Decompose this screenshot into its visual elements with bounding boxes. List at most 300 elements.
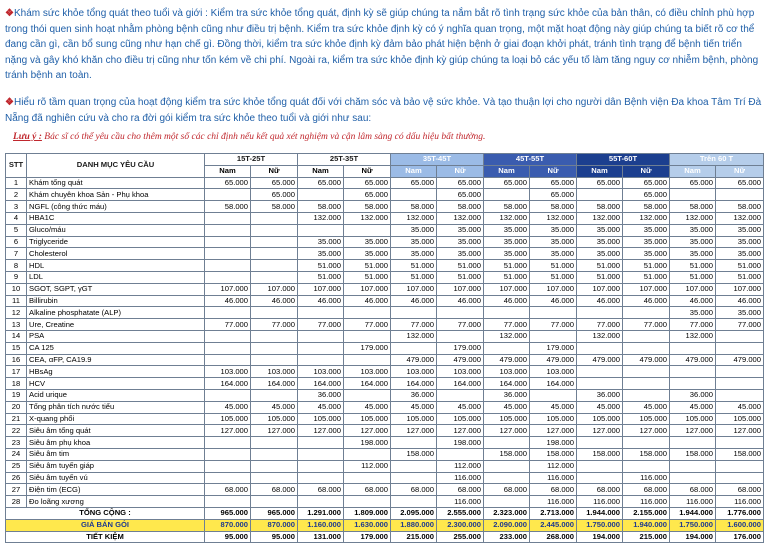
price-cell bbox=[716, 389, 764, 401]
price-cell: 35.000 bbox=[670, 224, 716, 236]
row-service-name: Acid urique bbox=[27, 389, 205, 401]
price-cell bbox=[251, 472, 298, 484]
price-cell: 51.000 bbox=[484, 260, 530, 272]
price-cell bbox=[391, 307, 437, 319]
row-stt: 9 bbox=[6, 271, 27, 283]
total-row-label: TỔNG CỘNG : bbox=[6, 507, 205, 519]
price-cell bbox=[437, 448, 484, 460]
package-price-row-cell: 1.630.000 bbox=[344, 519, 391, 531]
row-service-name: Siêu âm tim bbox=[27, 448, 205, 460]
price-cell: 51.000 bbox=[344, 260, 391, 272]
table-row bbox=[6, 260, 764, 272]
price-cell: 105.000 bbox=[437, 413, 484, 425]
price-cell: 35.000 bbox=[391, 236, 437, 248]
price-cell: 132.000 bbox=[530, 212, 577, 224]
package-price-row-cell: 2.445.000 bbox=[530, 519, 577, 531]
price-cell bbox=[623, 460, 670, 472]
price-cell: 45.000 bbox=[623, 401, 670, 413]
price-cell bbox=[205, 437, 251, 449]
price-cell bbox=[577, 342, 623, 354]
male-subheader: Nam bbox=[298, 165, 344, 177]
price-cell: 58.000 bbox=[716, 201, 764, 213]
price-cell bbox=[251, 307, 298, 319]
female-subheader: Nữ bbox=[716, 165, 764, 177]
price-cell bbox=[391, 472, 437, 484]
price-cell bbox=[251, 496, 298, 508]
price-cell: 132.000 bbox=[670, 330, 716, 342]
row-service-name: HBA1C bbox=[27, 212, 205, 224]
price-cell bbox=[298, 224, 344, 236]
female-subheader: Nữ bbox=[251, 165, 298, 177]
price-cell: 132.000 bbox=[391, 330, 437, 342]
price-cell: 103.000 bbox=[530, 366, 577, 378]
price-cell: 103.000 bbox=[484, 366, 530, 378]
price-cell: 45.000 bbox=[484, 401, 530, 413]
price-cell: 77.000 bbox=[484, 319, 530, 331]
table-row bbox=[6, 248, 764, 260]
price-cell: 51.000 bbox=[530, 271, 577, 283]
price-cell: 51.000 bbox=[437, 260, 484, 272]
package-price-row-cell: 870.000 bbox=[251, 519, 298, 531]
age-group-header-35-45: 35T-45T bbox=[391, 154, 484, 166]
price-cell: 35.000 bbox=[670, 236, 716, 248]
price-cell: 51.000 bbox=[391, 260, 437, 272]
price-cell bbox=[298, 448, 344, 460]
row-stt: 23 bbox=[6, 437, 27, 449]
price-cell bbox=[298, 189, 344, 201]
price-cell: 35.000 bbox=[298, 248, 344, 260]
price-cell: 77.000 bbox=[437, 319, 484, 331]
price-cell: 65.000 bbox=[344, 177, 391, 189]
price-cell: 35.000 bbox=[437, 248, 484, 260]
price-cell bbox=[484, 437, 530, 449]
price-cell: 103.000 bbox=[298, 366, 344, 378]
price-cell: 35.000 bbox=[716, 248, 764, 260]
price-cell: 116.000 bbox=[670, 496, 716, 508]
price-cell: 116.000 bbox=[530, 472, 577, 484]
price-cell: 51.000 bbox=[670, 271, 716, 283]
row-stt: 7 bbox=[6, 248, 27, 260]
price-cell: 107.000 bbox=[205, 283, 251, 295]
table-row bbox=[6, 236, 764, 248]
price-cell bbox=[298, 354, 344, 366]
row-service-name: HBsAg bbox=[27, 366, 205, 378]
price-cell: 116.000 bbox=[716, 496, 764, 508]
price-cell: 479.000 bbox=[437, 354, 484, 366]
row-stt: 21 bbox=[6, 413, 27, 425]
table-row bbox=[6, 484, 764, 496]
price-cell: 479.000 bbox=[577, 354, 623, 366]
saving-row-label: TIẾT KIỆM bbox=[6, 531, 205, 543]
price-cell bbox=[205, 212, 251, 224]
saving-row-cell: 176.000 bbox=[716, 531, 764, 543]
package-price-table bbox=[5, 153, 764, 543]
price-cell: 103.000 bbox=[205, 366, 251, 378]
row-service-name: Điện tim (ECG) bbox=[27, 484, 205, 496]
price-cell: 51.000 bbox=[344, 271, 391, 283]
row-service-name: Siêu âm tuyến giáp bbox=[27, 460, 205, 472]
table-row bbox=[6, 319, 764, 331]
price-cell: 105.000 bbox=[205, 413, 251, 425]
price-cell: 58.000 bbox=[623, 201, 670, 213]
service-name-header: DANH MỤC YÊU CẦU bbox=[27, 154, 205, 178]
price-cell: 46.000 bbox=[484, 295, 530, 307]
price-cell: 35.000 bbox=[344, 248, 391, 260]
price-cell: 35.000 bbox=[484, 224, 530, 236]
price-cell bbox=[344, 472, 391, 484]
price-cell: 105.000 bbox=[716, 413, 764, 425]
price-cell bbox=[577, 378, 623, 390]
price-cell bbox=[437, 330, 484, 342]
price-cell bbox=[251, 437, 298, 449]
price-cell bbox=[437, 389, 484, 401]
row-stt: 4 bbox=[6, 212, 27, 224]
price-cell bbox=[251, 342, 298, 354]
row-service-name: HCV bbox=[27, 378, 205, 390]
price-cell: 65.000 bbox=[577, 177, 623, 189]
price-cell bbox=[251, 460, 298, 472]
row-stt: 16 bbox=[6, 354, 27, 366]
price-cell: 51.000 bbox=[716, 271, 764, 283]
price-cell bbox=[484, 307, 530, 319]
row-stt: 20 bbox=[6, 401, 27, 413]
price-cell: 103.000 bbox=[344, 366, 391, 378]
price-cell: 116.000 bbox=[623, 472, 670, 484]
price-cell bbox=[484, 189, 530, 201]
price-cell: 164.000 bbox=[205, 378, 251, 390]
note-text: Bác sĩ có thể yêu cầu cho thêm một số các chỉ định nếu kết quả xét nghiệm và cận lâm sàng có dấu hiệu bất thường. bbox=[41, 132, 486, 142]
price-cell: 46.000 bbox=[298, 295, 344, 307]
price-cell: 51.000 bbox=[716, 260, 764, 272]
male-subheader: Nam bbox=[484, 165, 530, 177]
saving-row-cell: 131.000 bbox=[298, 531, 344, 543]
price-cell: 65.000 bbox=[391, 177, 437, 189]
price-cell: 158.000 bbox=[391, 448, 437, 460]
price-cell: 105.000 bbox=[670, 413, 716, 425]
price-cell: 107.000 bbox=[251, 283, 298, 295]
diamond-bullet-icon: ❖ bbox=[5, 97, 14, 108]
price-cell: 112.000 bbox=[437, 460, 484, 472]
price-cell bbox=[716, 378, 764, 390]
row-stt: 22 bbox=[6, 425, 27, 437]
age-group-header-55-60: 55T-60T bbox=[577, 154, 670, 166]
price-cell bbox=[716, 437, 764, 449]
package-price-row-label: GIÁ BÁN GÓI bbox=[6, 519, 205, 531]
price-cell: 35.000 bbox=[716, 236, 764, 248]
row-stt: 24 bbox=[6, 448, 27, 460]
row-service-name: Đo loãng xương bbox=[27, 496, 205, 508]
price-cell bbox=[484, 460, 530, 472]
intro-paragraph-1 bbox=[5, 6, 763, 84]
price-cell: 127.000 bbox=[530, 425, 577, 437]
female-subheader: Nữ bbox=[344, 165, 391, 177]
row-stt: 12 bbox=[6, 307, 27, 319]
price-cell bbox=[670, 189, 716, 201]
price-cell: 58.000 bbox=[670, 201, 716, 213]
row-stt: 2 bbox=[6, 189, 27, 201]
price-cell: 35.000 bbox=[577, 236, 623, 248]
price-cell: 198.000 bbox=[344, 437, 391, 449]
total-row-cell: 2.713.000 bbox=[530, 507, 577, 519]
price-cell: 77.000 bbox=[344, 319, 391, 331]
price-cell: 479.000 bbox=[670, 354, 716, 366]
price-cell: 112.000 bbox=[344, 460, 391, 472]
row-stt: 26 bbox=[6, 472, 27, 484]
table-row bbox=[6, 224, 764, 236]
price-cell: 35.000 bbox=[623, 236, 670, 248]
price-cell: 35.000 bbox=[530, 248, 577, 260]
table-row bbox=[6, 354, 764, 366]
price-cell bbox=[205, 389, 251, 401]
package-price-row-cell: 2.090.000 bbox=[484, 519, 530, 531]
price-cell: 51.000 bbox=[577, 260, 623, 272]
row-service-name: Khám chuyên khoa Sản - Phụ khoa bbox=[27, 189, 205, 201]
price-cell: 127.000 bbox=[484, 425, 530, 437]
price-cell bbox=[344, 330, 391, 342]
price-cell: 68.000 bbox=[716, 484, 764, 496]
price-cell bbox=[344, 307, 391, 319]
intro-p1-label: Khám sức khỏe tổng quát theo tuổi và giới : bbox=[13, 8, 208, 19]
row-stt: 6 bbox=[6, 236, 27, 248]
price-cell: 65.000 bbox=[298, 177, 344, 189]
price-cell: 164.000 bbox=[391, 378, 437, 390]
price-cell: 77.000 bbox=[298, 319, 344, 331]
price-cell: 68.000 bbox=[298, 484, 344, 496]
price-cell bbox=[205, 342, 251, 354]
price-cell: 479.000 bbox=[530, 354, 577, 366]
price-cell: 105.000 bbox=[484, 413, 530, 425]
price-cell: 105.000 bbox=[530, 413, 577, 425]
price-cell: 164.000 bbox=[344, 378, 391, 390]
price-cell: 58.000 bbox=[437, 201, 484, 213]
price-cell: 65.000 bbox=[530, 177, 577, 189]
price-cell bbox=[298, 437, 344, 449]
saving-row-cell: 194.000 bbox=[577, 531, 623, 543]
price-cell: 68.000 bbox=[670, 484, 716, 496]
price-cell: 158.000 bbox=[670, 448, 716, 460]
stt-header: STT bbox=[6, 154, 27, 178]
price-cell: 68.000 bbox=[437, 484, 484, 496]
price-cell: 116.000 bbox=[530, 496, 577, 508]
price-cell: 36.000 bbox=[298, 389, 344, 401]
price-cell bbox=[623, 342, 670, 354]
table-row bbox=[6, 413, 764, 425]
package-price-row-cell: 1.750.000 bbox=[577, 519, 623, 531]
table-row bbox=[6, 366, 764, 378]
price-cell bbox=[251, 354, 298, 366]
saving-row bbox=[6, 531, 764, 543]
price-cell bbox=[577, 366, 623, 378]
table-row bbox=[6, 189, 764, 201]
row-stt: 5 bbox=[6, 224, 27, 236]
price-cell bbox=[344, 224, 391, 236]
price-cell: 132.000 bbox=[484, 330, 530, 342]
price-cell bbox=[205, 271, 251, 283]
price-cell: 127.000 bbox=[437, 425, 484, 437]
price-cell: 127.000 bbox=[205, 425, 251, 437]
price-cell bbox=[530, 330, 577, 342]
price-cell: 158.000 bbox=[623, 448, 670, 460]
intro-p1-text: Kiểm tra sức khỏe tổng quát, định kỳ sẽ giúp chúng ta nắm bắt rõ tình trạng sức khỏe của bản thân, có điều chỉnh phù hợp trong thói quen sinh hoạt nhằm phòng bệnh cũng như điều trị bệnh. Kiểm tra sức khỏe định kỳ có ý nghĩa quan trọng, một mặt hoạt động này giúp chúng ta biết rõ cơ thể đang cần gì, cần bổ sung cũng như hạn chế gì. Đồng thời, kiểm tra sức khỏe định kỳ đảm bảo phát hiện bệnh ở giai đoạn khởi phát, tránh tình trạng để bệnh tiến triển nặng và gây khó khăn cho điều trị cũng như tốn kém về chi phí. Ngoài ra, kiểm tra sức khỏe định kỳ giúp chúng ta loại bỏ các yếu tố làm tăng nguy cơ nhiễm bệnh, phòng tránh bệnh an toàn. bbox=[5, 8, 759, 81]
price-cell: 65.000 bbox=[623, 177, 670, 189]
price-cell: 65.000 bbox=[484, 177, 530, 189]
saving-row-cell: 255.000 bbox=[437, 531, 484, 543]
price-cell: 46.000 bbox=[577, 295, 623, 307]
price-cell bbox=[623, 389, 670, 401]
price-cell: 58.000 bbox=[298, 201, 344, 213]
price-cell: 479.000 bbox=[623, 354, 670, 366]
price-cell bbox=[577, 307, 623, 319]
row-service-name: Siêu âm tuyến vú bbox=[27, 472, 205, 484]
price-cell bbox=[251, 260, 298, 272]
price-cell bbox=[251, 330, 298, 342]
price-cell: 35.000 bbox=[391, 224, 437, 236]
price-cell bbox=[251, 212, 298, 224]
price-cell: 164.000 bbox=[437, 378, 484, 390]
note-label: Lưu ý : bbox=[13, 132, 42, 142]
price-cell: 77.000 bbox=[623, 319, 670, 331]
total-row-cell: 2.555.000 bbox=[437, 507, 484, 519]
price-cell: 68.000 bbox=[484, 484, 530, 496]
table-row bbox=[6, 295, 764, 307]
table-row bbox=[6, 496, 764, 508]
table-row bbox=[6, 342, 764, 354]
price-cell: 127.000 bbox=[298, 425, 344, 437]
price-cell: 116.000 bbox=[437, 496, 484, 508]
price-cell: 51.000 bbox=[391, 271, 437, 283]
price-cell bbox=[251, 271, 298, 283]
price-cell: 77.000 bbox=[205, 319, 251, 331]
price-cell: 51.000 bbox=[437, 271, 484, 283]
price-cell: 132.000 bbox=[298, 212, 344, 224]
price-cell: 116.000 bbox=[623, 496, 670, 508]
price-cell: 132.000 bbox=[391, 212, 437, 224]
price-cell bbox=[670, 342, 716, 354]
package-price-row-cell: 1.750.000 bbox=[670, 519, 716, 531]
price-cell bbox=[716, 330, 764, 342]
price-cell: 45.000 bbox=[437, 401, 484, 413]
table-row bbox=[6, 177, 764, 189]
price-cell: 35.000 bbox=[577, 248, 623, 260]
price-cell bbox=[298, 472, 344, 484]
price-cell: 35.000 bbox=[437, 224, 484, 236]
price-cell: 479.000 bbox=[716, 354, 764, 366]
row-stt: 11 bbox=[6, 295, 27, 307]
price-cell bbox=[670, 366, 716, 378]
price-cell bbox=[251, 224, 298, 236]
intro-paragraph-2 bbox=[5, 95, 763, 126]
price-cell: 35.000 bbox=[670, 248, 716, 260]
price-cell: 65.000 bbox=[716, 177, 764, 189]
price-cell: 127.000 bbox=[251, 425, 298, 437]
price-cell: 179.000 bbox=[437, 342, 484, 354]
price-cell: 112.000 bbox=[530, 460, 577, 472]
price-cell bbox=[623, 330, 670, 342]
price-cell: 127.000 bbox=[391, 425, 437, 437]
price-cell bbox=[298, 342, 344, 354]
price-cell: 35.000 bbox=[623, 248, 670, 260]
package-price-row-cell: 1.600.000 bbox=[716, 519, 764, 531]
price-cell bbox=[484, 496, 530, 508]
saving-row-cell: 268.000 bbox=[530, 531, 577, 543]
price-cell: 107.000 bbox=[344, 283, 391, 295]
price-cell: 107.000 bbox=[298, 283, 344, 295]
price-cell: 158.000 bbox=[716, 448, 764, 460]
price-cell: 198.000 bbox=[530, 437, 577, 449]
price-cell: 51.000 bbox=[577, 271, 623, 283]
row-stt: 27 bbox=[6, 484, 27, 496]
row-stt: 3 bbox=[6, 201, 27, 213]
total-row-cell: 1.291.000 bbox=[298, 507, 344, 519]
price-cell: 65.000 bbox=[623, 189, 670, 201]
age-group-header-25-35: 25T-35T bbox=[298, 154, 391, 166]
price-cell: 65.000 bbox=[251, 189, 298, 201]
price-cell: 45.000 bbox=[205, 401, 251, 413]
price-cell bbox=[205, 460, 251, 472]
price-cell: 35.000 bbox=[484, 236, 530, 248]
price-cell: 36.000 bbox=[391, 389, 437, 401]
price-cell: 158.000 bbox=[484, 448, 530, 460]
price-cell: 132.000 bbox=[577, 330, 623, 342]
price-cell: 132.000 bbox=[623, 212, 670, 224]
table-row bbox=[6, 437, 764, 449]
price-cell: 103.000 bbox=[251, 366, 298, 378]
price-cell: 35.000 bbox=[391, 248, 437, 260]
row-service-name: CA 125 bbox=[27, 342, 205, 354]
price-cell bbox=[205, 472, 251, 484]
total-row-cell: 2.095.000 bbox=[391, 507, 437, 519]
price-cell: 51.000 bbox=[530, 260, 577, 272]
price-cell: 107.000 bbox=[437, 283, 484, 295]
price-cell: 65.000 bbox=[344, 189, 391, 201]
saving-row-cell: 194.000 bbox=[670, 531, 716, 543]
price-cell: 35.000 bbox=[670, 307, 716, 319]
price-cell: 107.000 bbox=[530, 283, 577, 295]
saving-row-cell: 95.000 bbox=[205, 531, 251, 543]
total-row-cell: 1.944.000 bbox=[670, 507, 716, 519]
price-cell bbox=[344, 496, 391, 508]
row-service-name: Khám tổng quát bbox=[27, 177, 205, 189]
price-cell bbox=[391, 437, 437, 449]
diamond-bullet-icon: ❖ bbox=[5, 8, 14, 19]
price-cell: 35.000 bbox=[716, 224, 764, 236]
row-stt: 19 bbox=[6, 389, 27, 401]
price-cell: 46.000 bbox=[251, 295, 298, 307]
total-row-cell: 965.000 bbox=[251, 507, 298, 519]
note-line bbox=[13, 132, 485, 142]
price-cell: 58.000 bbox=[205, 201, 251, 213]
row-service-name: SGOT, SGPT, γGT bbox=[27, 283, 205, 295]
price-cell bbox=[670, 472, 716, 484]
price-cell: 35.000 bbox=[716, 307, 764, 319]
intro-p2-text: Hiểu rõ tầm quan trọng của hoạt động kiểm tra sức khỏe tổng quát đối với chăm sóc và bảo vệ sức khỏe. Và tạo thuận lợi cho người dân Bệnh viện Đa khoa Tâm Trí Đà Nẵng đã nghiên cứu và cho ra đời gói kiểm tra sức khỏe theo tuổi và giới như sau: bbox=[5, 97, 762, 124]
price-cell: 127.000 bbox=[623, 425, 670, 437]
price-cell bbox=[716, 472, 764, 484]
price-cell: 164.000 bbox=[251, 378, 298, 390]
price-cell: 132.000 bbox=[437, 212, 484, 224]
table-row bbox=[6, 472, 764, 484]
price-cell bbox=[716, 460, 764, 472]
price-cell: 105.000 bbox=[344, 413, 391, 425]
price-cell: 46.000 bbox=[205, 295, 251, 307]
price-cell: 132.000 bbox=[670, 212, 716, 224]
table-row bbox=[6, 425, 764, 437]
price-cell: 107.000 bbox=[623, 283, 670, 295]
price-cell: 45.000 bbox=[298, 401, 344, 413]
row-stt: 17 bbox=[6, 366, 27, 378]
price-cell: 35.000 bbox=[344, 236, 391, 248]
table-body bbox=[6, 177, 764, 543]
